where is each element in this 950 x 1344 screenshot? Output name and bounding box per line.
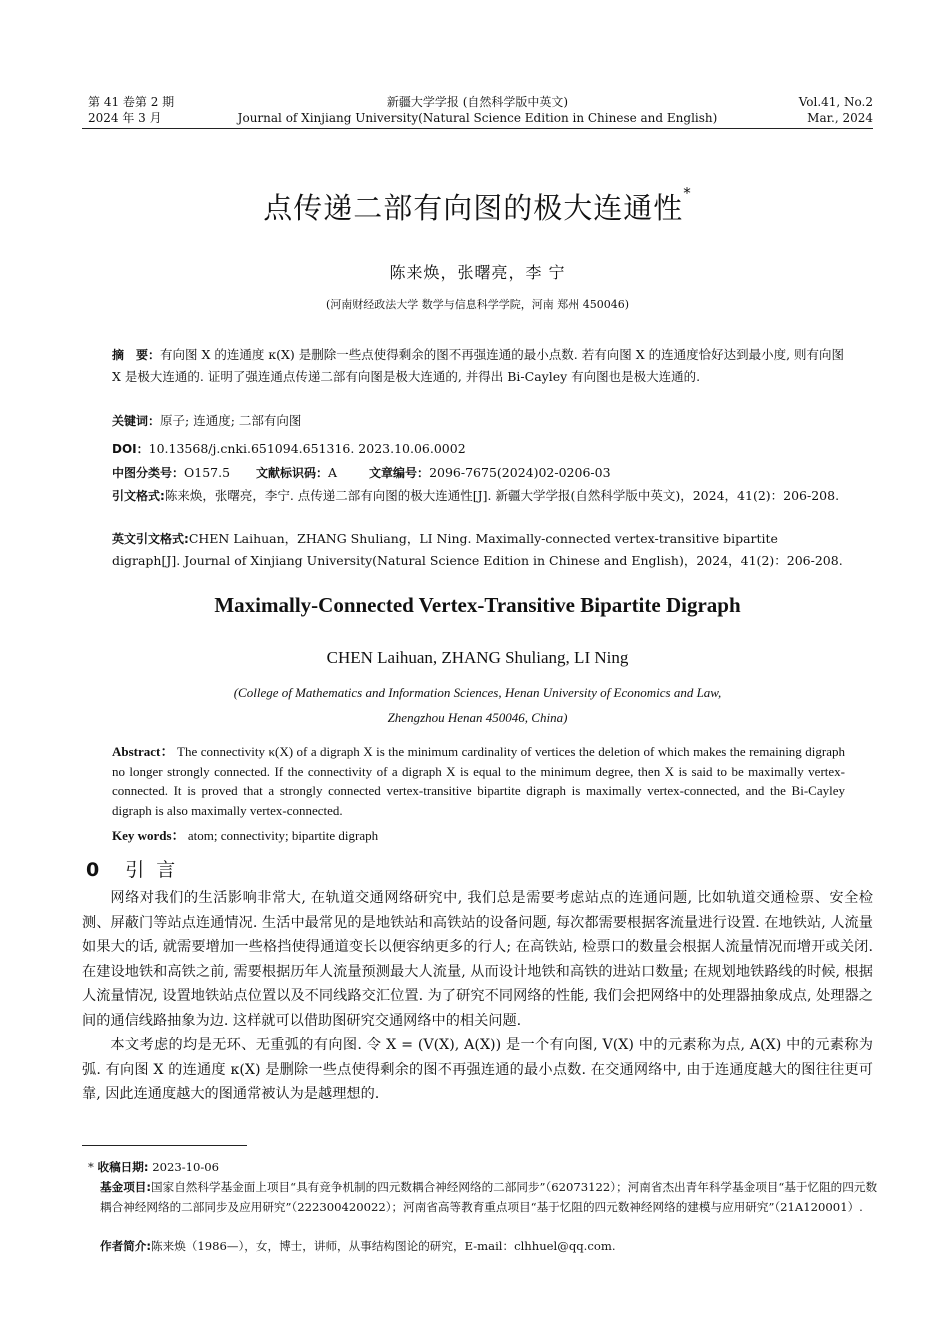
citation-cn-label: 引文格式: bbox=[112, 489, 165, 503]
doi-line bbox=[112, 438, 845, 460]
header-date-en: Mar., 2024 bbox=[807, 111, 873, 125]
section-number: 0 bbox=[86, 859, 100, 881]
english-affiliation: (College of Mathematics and Information Sciences, Henan University of Economics and Law, Zhengzhou Henan 450046, China) bbox=[233, 685, 722, 725]
doi-value[interactable]: 10.13568/j.cnki.651094.651316. 2023.10.06.0002 bbox=[148, 441, 466, 456]
footnote-fund bbox=[88, 1177, 885, 1217]
fund-text: 国家自然科学基金面上项目“具有竞争机制的四元数耦合神经网络的二部同步”（62073122）；河南省杰出青年科学基金项目“基于忆阻的四元数耦合神经网络的二部同步及应用研究”（222300420022）；河南省高等教育重点项目“基于忆阻的四元数神经网络的建模与应用研究”（21A120001）. bbox=[100, 1180, 878, 1214]
affiliation: (河南财经政法大学 数学与信息科学学院，河南 郑州 450046) bbox=[325, 298, 630, 311]
fund-label: 基金项目: bbox=[100, 1180, 152, 1194]
paper-title bbox=[82, 186, 873, 227]
english-title: Maximally-Connected Vertex-Transitive Bipartite Digraph bbox=[214, 593, 741, 617]
keywords-en bbox=[112, 825, 845, 844]
header-journal-cn: 新疆大学学报 (自然科学版中英文) bbox=[386, 95, 569, 109]
received-date: 2023-10-06 bbox=[152, 1160, 220, 1174]
author-bio-text: 陈来焕（1986—），女，博士，讲师，从事结构图论的研究，E-mail：clhhuel@qq.com. bbox=[151, 1239, 616, 1253]
header-volume-issue: 第 41 卷第 2 期 bbox=[88, 95, 175, 109]
abstract-cn-label: 摘 要： bbox=[112, 348, 161, 362]
keywords-en-label: Key words： bbox=[112, 828, 185, 843]
body-text bbox=[82, 886, 873, 1107]
citation-cn-text: 陈来焕，张曙亮，李宁. 点传递二部有向图的极大连通性[J]. 新疆大学学报(自然科学版中英文)，2024，41(2)：206-208. bbox=[164, 488, 840, 503]
keywords-cn bbox=[112, 410, 845, 432]
header-journal-en: Journal of Xinjiang University(Natural Science Edition in Chinese and English) bbox=[237, 111, 718, 125]
header-rule bbox=[82, 128, 873, 129]
abstract-en-label: Abstract： bbox=[112, 744, 174, 759]
citation-en-text: CHEN Laihuan，ZHANG Shuliang，LI Ning. Maximally-connected vertex-transitive bipartite digraph[J]. Journal of Xinjiang University(Natural Science Edition in Chinese and English)，2024，41(2)：206-208. bbox=[112, 531, 843, 568]
doc-code-value: A bbox=[328, 465, 338, 480]
keywords-cn-label: 关键词： bbox=[112, 414, 161, 428]
section-heading bbox=[86, 855, 187, 882]
abstract-en-text: The connectivity κ(X) of a digraph X is the minimum cardinality of vertices the deletion of which makes the remaining digraph no longer strongly connected. If the connectivity of a digraph X is equal to the minimum degree, then X is said to be maximally vertex-connected. It is proved that a strongly connected vertex-transitive bipartite digraph is maximally vertex-connected, and the Bi-Cayley digraph is also maximally vertex-connected. bbox=[112, 744, 845, 818]
classification-line bbox=[112, 462, 845, 484]
title-footnote-mark: * bbox=[683, 184, 692, 202]
clc-label: 中图分类号： bbox=[112, 466, 185, 480]
running-header bbox=[82, 94, 873, 130]
english-authors: CHEN Laihuan, ZHANG Shuliang, LI Ning bbox=[326, 648, 629, 667]
citation-en-label: 英文引文格式: bbox=[112, 532, 189, 546]
author-bio-label: 作者简介: bbox=[100, 1239, 152, 1253]
author-list: 陈来焕，张曙亮，李 宁 bbox=[389, 263, 566, 282]
header-volume-en bbox=[799, 94, 873, 126]
doc-code-label: 文献标识码： bbox=[256, 466, 329, 480]
citation-en bbox=[112, 528, 845, 572]
article-no-label: 文章编号： bbox=[369, 466, 430, 480]
abstract-cn-text: 有向图 X 的连通度 κ(X) 是删除一些点使得剩余的图不再强连通的最小点数. 若有向图 X 的连通度恰好达到最小度, 则有向图 X 是极大连通的. 证明了强连通点传递二部有向图是极大连通的, 并得出 Bi-Cayley 有向图也是极大连通的. bbox=[112, 347, 845, 384]
footnote-rule bbox=[82, 1145, 247, 1146]
abstract-en bbox=[112, 742, 845, 820]
body-paragraph-2: 本文考虑的均是无环、无重弧的有向图. 令 X = (V(X), A(X)) 是一个有向图, V(X) 中的元素称为点, A(X) 中的元素称为弧. 有向图 X 的连通度 κ(X) 是删除一些点使得剩余的图不再强连通的最小点数. 在交通网络中, 由于连通度越大的图往往更可靠, 因此连通度越大的图通常被认为是越理想的. bbox=[82, 1037, 873, 1102]
doi-label: DOI： bbox=[112, 442, 149, 456]
keywords-cn-text: 原子; 连通度; 二部有向图 bbox=[160, 413, 302, 428]
citation-cn bbox=[112, 485, 845, 507]
clc-value: O157.5 bbox=[184, 465, 231, 480]
header-vol-no: Vol.41, No.2 bbox=[798, 95, 873, 109]
received-label: 收稿日期: bbox=[97, 1160, 149, 1174]
footnote-received bbox=[88, 1157, 873, 1177]
article-no-value: 2096-7675(2024)02-0206-03 bbox=[429, 465, 611, 480]
body-paragraph-1: 网络对我们的生活影响非常大, 在轨道交通网络研究中, 我们总是需要考虑站点的连通问题, 比如轨道交通检票、安全检测、屏蔽门等站点连通情况. 生活中最常见的是地铁站和高铁站的设备问题, 每次都需要根据客流量进行设置. 在地铁站, 人流量如果大的话, 就需要增加一些格挡使得通道变长以便容纳更多的行人; 在高铁站, 检票口的数量会根据人流量情况而增开或关闭. 在建设地铁和高铁之前, 需要根据历年人流量预测最大人流量, 从而设计地铁和高铁的进站口数量; 在规划地铁路线的时候, 根据人流量情况, 设置地铁站点位置以及不同线路交汇位置. 为了研究不同网络的性能, 我们会把网络中的处理器抽象成点, 处理器之间的通信线路抽象为边. 这样就可以借助图研究交通网络中的相关问题. bbox=[82, 890, 873, 1029]
footnote-mark: * bbox=[88, 1160, 94, 1174]
abstract-cn bbox=[112, 344, 845, 388]
header-journal bbox=[82, 94, 873, 126]
keywords-en-text: atom; connectivity; bipartite digraph bbox=[187, 828, 379, 843]
footnote-author bbox=[88, 1236, 885, 1256]
header-date-cn: 2024 年 3 月 bbox=[88, 111, 162, 125]
section-title: 引言 bbox=[125, 859, 188, 881]
paper-title-text: 点传递二部有向图的极大连通性 bbox=[263, 191, 684, 225]
